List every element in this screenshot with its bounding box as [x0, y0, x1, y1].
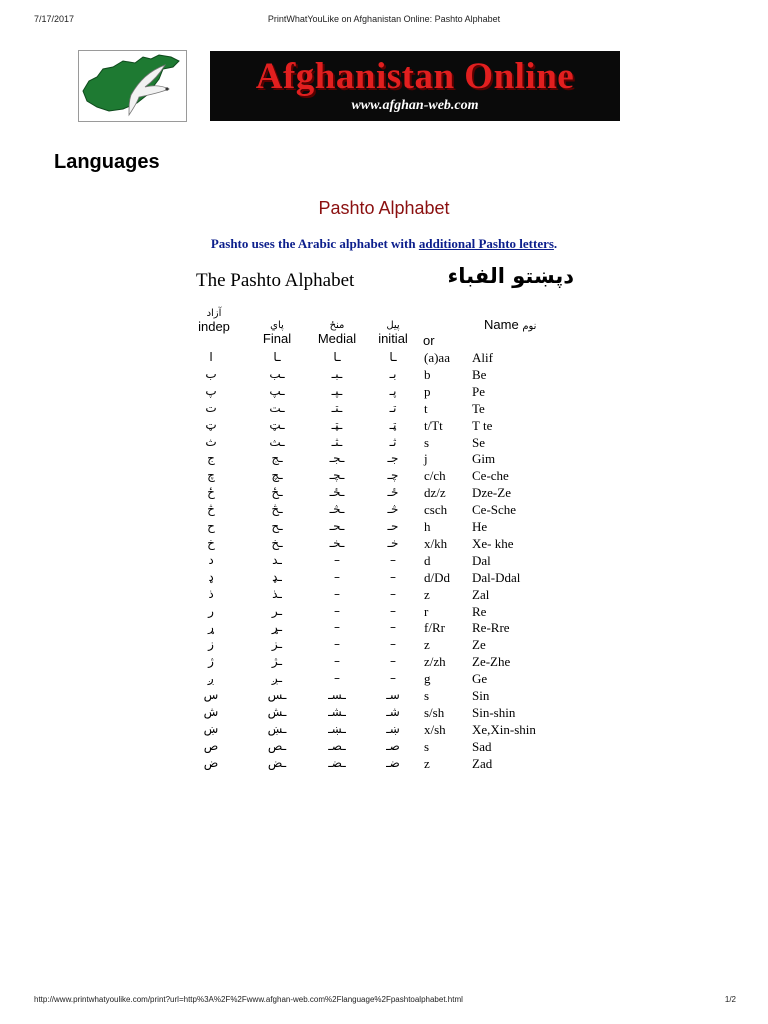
cell-indep: ش — [203, 704, 219, 719]
alphabet-row — [190, 721, 580, 738]
cell-final: ـس — [267, 688, 287, 702]
cell-final: ـب — [269, 366, 285, 381]
cell-name: T te — [472, 417, 493, 433]
alphabet-row — [190, 400, 580, 417]
cell-final: ـړ — [271, 620, 283, 635]
pashto-alphabet-image — [190, 262, 580, 780]
cell-initial: حـ — [387, 519, 399, 533]
cell-medial: – — [334, 620, 340, 635]
header-medial-label: Medial — [317, 331, 357, 346]
cell-initial: څـ — [387, 502, 399, 517]
print-date: 7/17/2017 — [34, 14, 75, 24]
cell-medial: ـتـ — [331, 400, 343, 415]
map-dove-icon — [79, 51, 186, 121]
cell-final: ـڅ — [271, 502, 283, 517]
cell-name: Ge — [472, 671, 488, 687]
cell-or: x/kh — [424, 535, 448, 551]
cell-name: Gim — [472, 451, 496, 467]
alphabet-row — [190, 636, 580, 653]
cell-indep: پ — [205, 383, 217, 398]
alphabet-row — [190, 738, 580, 755]
cell-name: Ze-Zhe — [472, 654, 511, 670]
alphabet-row — [190, 467, 580, 484]
cell-indep: ټ — [205, 417, 217, 432]
alphabet-row — [190, 349, 580, 366]
alphabet-row — [190, 484, 580, 501]
cell-indep: ړ — [208, 620, 214, 635]
cell-name: Zad — [472, 755, 493, 771]
cell-name: Se — [472, 434, 485, 450]
cell-final: ـا — [273, 350, 281, 364]
afghanistan-online-banner — [210, 51, 620, 121]
cell-indep: ج — [207, 451, 215, 466]
cell-or: z/zh — [424, 654, 446, 670]
intro-paragraph — [0, 236, 768, 252]
cell-final: ـږ — [271, 671, 283, 686]
cell-initial: ـا — [389, 350, 397, 364]
cell-medial: ـجـ — [329, 451, 345, 466]
alphabet-row — [190, 704, 580, 721]
header-initial — [370, 320, 416, 346]
alphabet-row — [190, 366, 580, 383]
header-final-ps: پاي — [270, 320, 284, 331]
cell-medial: ـپـ — [331, 383, 343, 398]
cell-final: ـز — [271, 637, 283, 652]
cell-name: Ce-che — [472, 468, 509, 484]
cell-medial: ـښـ — [328, 721, 346, 736]
cell-initial: خـ — [387, 535, 399, 550]
cell-medial: ـحـ — [329, 519, 345, 533]
cell-final: ـځ — [271, 485, 283, 500]
print-source-url: http://www.printwhatyoulike.com/print?url=http%3A%2F%2Fwww.afghan-web.com%2Flanguage%2Fpashtoalphabet.html — [34, 995, 463, 1004]
cell-name: Sad — [472, 738, 492, 754]
cell-indep: ځ — [207, 485, 215, 500]
alphabet-row — [190, 535, 580, 552]
header-indep-label: indep — [198, 319, 230, 334]
cell-or: (a)aa — [424, 350, 450, 365]
cell-final: ـر — [271, 603, 283, 618]
cell-initial: – — [390, 552, 396, 567]
header-indep-ps: آزاد — [206, 308, 222, 319]
cell-medial: ـصـ — [328, 738, 346, 753]
cell-indep: ښ — [203, 721, 219, 736]
cell-final: ـض — [267, 755, 287, 770]
cell-initial: – — [390, 654, 396, 669]
cell-initial: تـ — [389, 400, 397, 415]
cell-name: Ze — [472, 637, 486, 653]
cell-final: ـذ — [272, 586, 282, 601]
header-initial-ps: پيل — [386, 320, 400, 331]
print-title: PrintWhatYouLike on Afghanistan Online: Pashto Alphabet — [267, 14, 501, 24]
cell-indep: ب — [205, 366, 217, 381]
cell-indep: څ — [207, 502, 215, 517]
cell-initial: – — [390, 603, 396, 618]
header-or: or — [423, 333, 435, 348]
alphabet-row — [190, 586, 580, 603]
cell-medial: – — [334, 654, 340, 669]
cell-final: ـش — [267, 704, 287, 719]
cell-initial: – — [390, 637, 396, 652]
cell-indep: ض — [203, 755, 219, 770]
cell-medial: ـثـ — [331, 434, 343, 449]
cell-final: ـښ — [267, 721, 287, 736]
alphabet-row — [190, 619, 580, 636]
cell-name: Zal — [472, 586, 490, 602]
cell-medial: ـبـ — [331, 366, 343, 381]
header-name-label: Name — [484, 317, 519, 332]
cell-or: s — [424, 738, 430, 754]
cell-name: Xe,Xin-shin — [472, 721, 536, 737]
banner-title: Afghanistan Online — [255, 56, 575, 97]
cell-final: ـح — [271, 519, 283, 533]
cell-or: s — [424, 688, 430, 703]
cell-indep: ږ — [207, 671, 215, 686]
alphabet-row — [190, 417, 580, 434]
cell-name: Pe — [472, 383, 485, 399]
intro-text: Pashto uses the Arabic alphabet with — [210, 236, 419, 251]
cell-initial: ځـ — [387, 485, 399, 500]
cell-name: Dal-Ddal — [472, 569, 521, 585]
cell-medial: – — [334, 569, 340, 584]
alphabet-title-ps: دپښتو الفباء — [447, 264, 574, 288]
header-medial — [312, 320, 362, 346]
cell-initial: صـ — [386, 738, 400, 753]
header-indep — [190, 308, 238, 334]
alphabet-row — [190, 755, 580, 772]
cell-initial: شـ — [386, 704, 400, 719]
cell-name: Te — [472, 400, 485, 416]
cell-name: Sin-shin — [472, 704, 516, 720]
header-initial-label: initial — [378, 331, 408, 346]
cell-initial: پـ — [389, 383, 397, 398]
alphabet-row — [190, 450, 580, 467]
cell-final: ـچ — [271, 468, 283, 483]
cell-final: ـص — [267, 738, 287, 753]
cell-or: x/sh — [424, 721, 446, 737]
cell-medial: ـضـ — [328, 755, 346, 770]
cell-indep: ذ — [208, 586, 214, 601]
cell-indep: خ — [207, 535, 215, 550]
cell-name: Dze-Ze — [472, 485, 511, 501]
cell-or: h — [424, 519, 431, 534]
cell-indep: ر — [208, 603, 214, 618]
print-header — [0, 14, 768, 28]
alphabet-row — [190, 501, 580, 518]
page-number: 1/2 — [724, 995, 736, 1004]
cell-name: Xe- khe — [472, 535, 514, 551]
cell-final: ـت — [269, 400, 285, 415]
cell-initial: ښـ — [386, 721, 400, 736]
cell-medial: ـځـ — [329, 485, 345, 500]
cell-final: ـخ — [271, 535, 283, 550]
cell-or: f/Rr — [424, 620, 445, 636]
alphabet-row — [190, 569, 580, 586]
cell-name: Alif — [472, 350, 493, 365]
cell-name: Ce-Sche — [472, 502, 517, 518]
cell-name: Be — [472, 366, 487, 382]
cell-or: d/Dd — [424, 569, 450, 585]
cell-indep: ډ — [208, 569, 214, 584]
cell-or: d — [424, 552, 431, 568]
cell-final: ـج — [271, 451, 283, 466]
header-name — [484, 318, 564, 333]
cell-name: Re-Rre — [472, 620, 510, 636]
cell-initial: جـ — [387, 451, 399, 466]
alphabet-title-en: The Pashto Alphabet — [196, 270, 355, 291]
cell-or: r — [424, 603, 429, 619]
cell-or: z — [424, 755, 430, 771]
cell-indep: چ — [207, 468, 215, 483]
banner-url: www.afghan-web.com — [351, 98, 479, 113]
cell-medial: ـټـ — [331, 417, 343, 432]
cell-final: ـژ — [271, 654, 283, 669]
cell-final: ـد — [272, 552, 282, 567]
cell-medial: – — [334, 586, 340, 601]
cell-or: b — [424, 366, 431, 382]
cell-initial: بـ — [389, 366, 397, 381]
cell-indep: ص — [203, 738, 219, 753]
cell-medial: – — [334, 603, 340, 618]
alphabet-row — [190, 552, 580, 569]
cell-or: s/sh — [424, 704, 445, 720]
cell-or: g — [424, 671, 431, 687]
cell-or: t — [424, 400, 428, 416]
cell-final: ـټ — [269, 417, 285, 432]
cell-final: ـث — [269, 434, 285, 449]
cell-indep: ث — [205, 434, 217, 449]
cell-name: Sin — [472, 688, 490, 703]
cell-or: p — [424, 383, 431, 399]
page-heading: Pashto Alphabet — [318, 198, 450, 218]
cell-medial: – — [334, 552, 340, 567]
cell-name: Dal — [472, 552, 491, 568]
header-medial-ps: منځ — [329, 320, 345, 331]
cell-indep: ز — [208, 637, 214, 652]
cell-or: s — [424, 434, 430, 450]
alphabet-row — [190, 670, 580, 687]
cell-or: t/Tt — [424, 417, 443, 433]
cell-initial: چـ — [387, 468, 399, 483]
cell-or: csch — [424, 502, 448, 518]
cell-indep: ت — [205, 400, 217, 415]
alphabet-row — [190, 687, 580, 704]
cell-medial: – — [334, 637, 340, 652]
section-heading: Languages — [54, 151, 160, 173]
cell-final: ـپ — [269, 383, 285, 398]
cell-indep: ژ — [208, 654, 214, 669]
cell-or: z — [424, 637, 430, 653]
cell-medial: ـا — [333, 350, 341, 364]
alphabet-row — [190, 383, 580, 400]
alphabet-row — [190, 518, 580, 535]
cell-medial: ـشـ — [328, 704, 346, 719]
cell-or: j — [424, 451, 428, 467]
cell-initial: – — [390, 586, 396, 601]
cell-final: ـډ — [272, 569, 282, 584]
cell-indep: س — [203, 688, 219, 702]
cell-medial: – — [334, 671, 340, 686]
cell-initial: – — [390, 620, 396, 635]
cell-medial: ـڅـ — [329, 502, 345, 517]
cell-initial: ټـ — [389, 417, 397, 432]
header-name-ps: نوم — [522, 321, 537, 332]
cell-name: He — [472, 519, 488, 534]
cell-initial: سـ — [386, 688, 400, 702]
cell-indep: ح — [207, 519, 215, 533]
cell-medial: ـخـ — [329, 535, 345, 550]
header-final-label: Final — [262, 331, 292, 346]
cell-or: dz/z — [424, 485, 446, 501]
cell-indep: ا — [209, 350, 213, 364]
cell-initial: – — [390, 569, 396, 584]
additional-letters-link[interactable]: additional Pashto letters — [418, 236, 554, 251]
alphabet-row — [190, 434, 580, 451]
cell-or: c/ch — [424, 468, 446, 484]
cell-initial: ثـ — [389, 434, 397, 449]
alphabet-row — [190, 653, 580, 670]
cell-medial: ـچـ — [329, 468, 345, 483]
header-final — [252, 320, 302, 346]
cell-indep: د — [208, 552, 214, 567]
intro-end: . — [553, 236, 558, 251]
afghanistan-map-logo — [78, 50, 187, 122]
alphabet-row — [190, 603, 580, 620]
cell-initial: – — [390, 671, 396, 686]
cell-or: z — [424, 586, 430, 602]
cell-name: Re — [472, 603, 487, 619]
cell-initial: ضـ — [386, 755, 400, 770]
cell-medial: ـسـ — [328, 688, 346, 702]
